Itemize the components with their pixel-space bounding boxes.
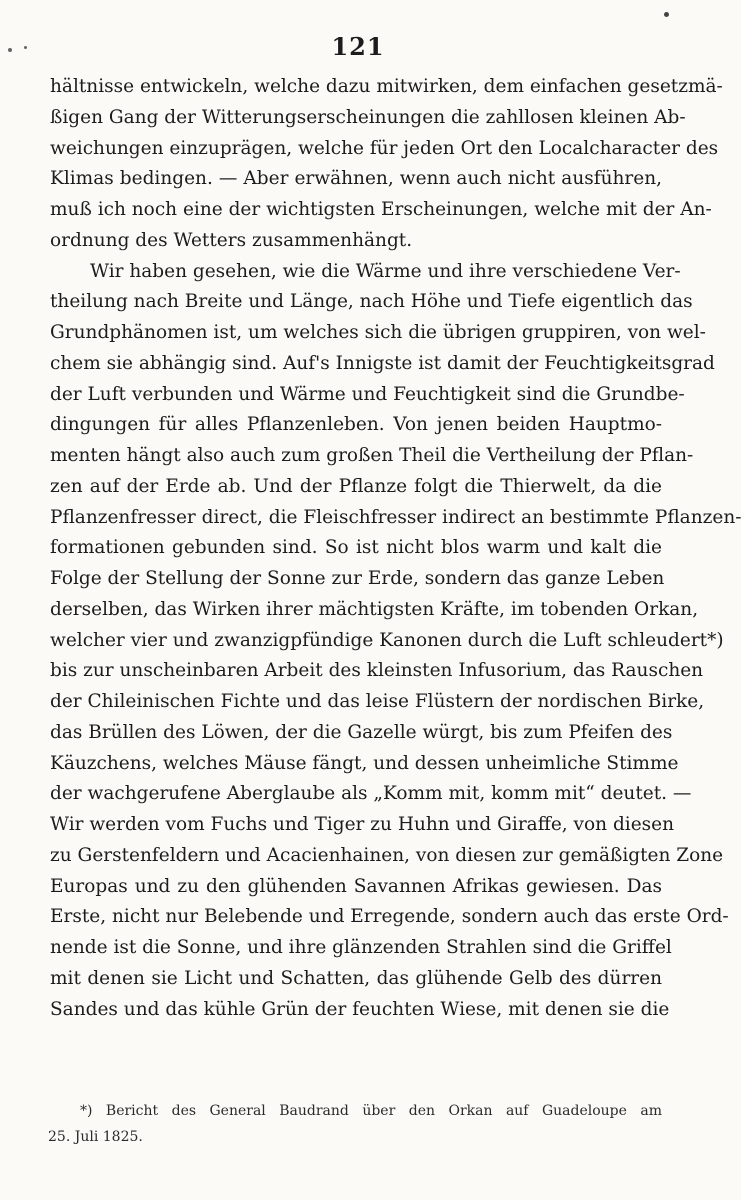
footnote-line: *) Bericht des General Baudrand über den Orkan auf Guadeloupe am bbox=[80, 1103, 662, 1119]
text-line: der Luft verbunden und Wärme und Feuchtigkeit sind die Grundbe- bbox=[50, 383, 685, 405]
text-line: Käuzchens, welches Mäuse fängt, und dessen unheimliche Stimme bbox=[50, 752, 679, 774]
text-line: Erste, nicht nur Belebende und Erregende, sondern auch das erste Ord- bbox=[50, 906, 729, 928]
body-text bbox=[50, 72, 741, 1025]
text-line: zu Gerstenfeldern und Acacienhainen, von diesen zur gemäßigten Zone bbox=[50, 844, 724, 866]
text-line: zen auf der Erde ab. Und der Pflanze folgt die Thierwelt, da die bbox=[50, 475, 662, 497]
text-line: Grundphänomen ist, um welches sich die übrigen gruppiren, von wel- bbox=[50, 322, 706, 343]
text-line: chem sie abhängig sind. Auf's Innigste ist damit der Feuchtigkeitsgrad bbox=[50, 352, 715, 374]
page-number: 121 bbox=[331, 32, 385, 61]
text-line: derselben, das Wirken ihrer mächtigsten Kräfte, im tobenden Orkan, bbox=[50, 598, 699, 620]
text-line: Wir werden vom Fuchs und Tiger zu Huhn und Giraffe, von diesen bbox=[50, 814, 675, 835]
text-line: nende ist die Sonne, und ihre glänzenden Strahlen sind die Griffel bbox=[50, 937, 672, 958]
text-line: der wachgerufene Aberglaube als „Komm mit, komm mit“ deutet. — bbox=[50, 783, 692, 805]
text-line: hältnisse entwickeln, welche dazu mitwirken, dem einfachen gesetzmä- bbox=[50, 76, 723, 97]
text-line: der Chileinischen Fichte und das leise Flüstern der nordischen Birke, bbox=[50, 691, 705, 712]
text-line: Pflanzenfresser direct, die Fleischfresser indirect an bestimmte Pflanzen- bbox=[50, 506, 741, 528]
text-line: ßigen Gang der Witterungserscheinungen die zahllosen kleinen Ab- bbox=[50, 106, 686, 128]
text-line: Sandes und das kühle Grün der feuchten Wiese, mit denen sie die bbox=[50, 998, 670, 1020]
text-line: theilung nach Breite und Länge, nach Höhe und Tiefe eigentlich das bbox=[50, 291, 693, 313]
text-line: muß ich noch eine der wichtigsten Erscheinungen, welche mit der An- bbox=[50, 199, 712, 220]
text-line: menten hängt also auch zum großen Theil die Vertheilung der Pflan- bbox=[50, 445, 694, 466]
paragraph-start-line: Wir haben gesehen, wie die Wärme und ihre verschiedene Ver- bbox=[90, 260, 681, 282]
text-line: welcher vier und zwanzigpfündige Kanonen durch die Luft schleudert*) bbox=[50, 629, 724, 651]
footnote bbox=[48, 1098, 662, 1150]
text-line: Folge der Stellung der Sonne zur Erde, sondern das ganze Leben bbox=[50, 568, 665, 589]
text-line: dingungen für alles Pflanzenleben. Von jenen beiden Hauptmo- bbox=[50, 414, 662, 436]
text-line: Europas und zu den glühenden Savannen Afrikas gewiesen. Das bbox=[50, 875, 662, 897]
text-line: formationen gebunden sind. So ist nicht blos warm und kalt die bbox=[50, 537, 662, 559]
footnote-line: 25. Juli 1825. bbox=[48, 1129, 143, 1145]
text-line: bis zur unscheinbaren Arbeit des kleinsten Infusorium, das Rauschen bbox=[50, 660, 704, 682]
margin-speck bbox=[664, 12, 669, 17]
text-line: ordnung des Wetters zusammenhängt. bbox=[50, 229, 413, 251]
text-line: mit denen sie Licht und Schatten, das glühende Gelb des dürren bbox=[50, 967, 662, 989]
text-line: weichungen einzuprägen, welche für jeden Ort den Localcharacter des bbox=[50, 137, 719, 159]
text-line: das Brüllen des Löwen, der die Gazelle würgt, bis zum Pfeifen des bbox=[50, 721, 673, 743]
text-line: Klimas bedingen. — Aber erwähnen, wenn auch nicht ausführen, bbox=[50, 168, 662, 190]
